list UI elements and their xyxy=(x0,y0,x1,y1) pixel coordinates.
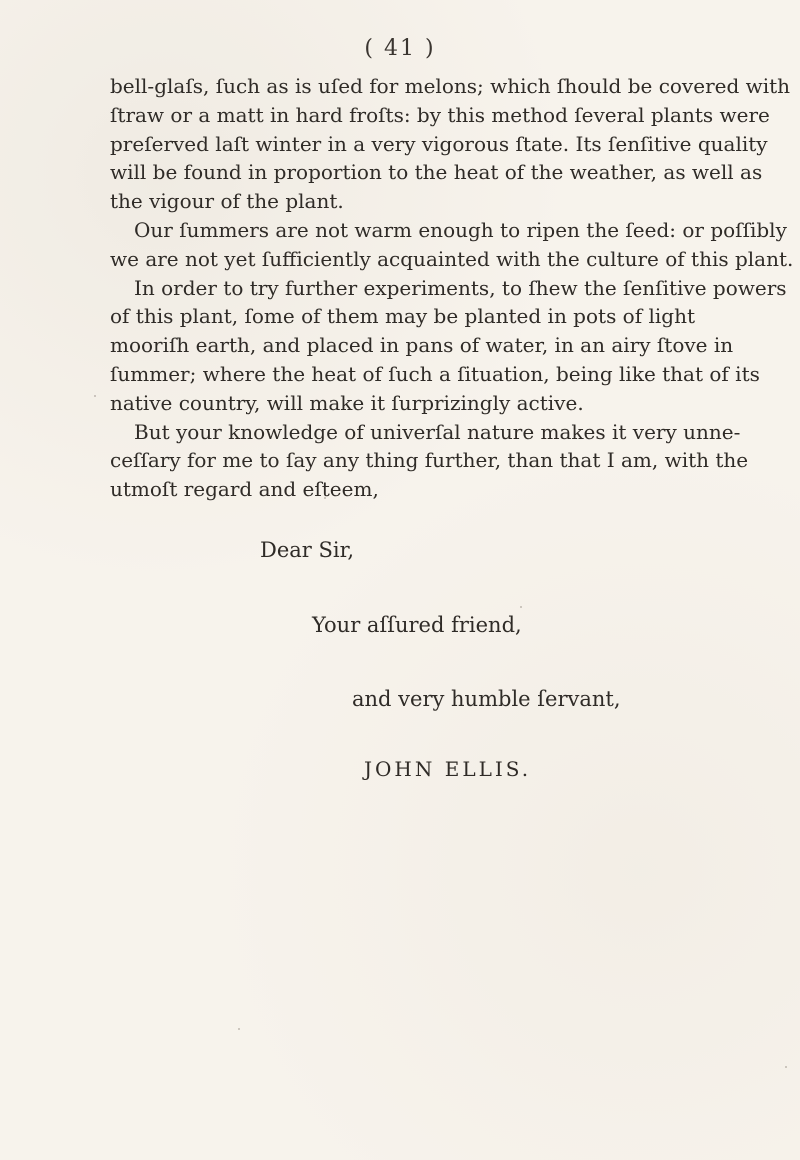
closing-friend: Your aſſured friend, xyxy=(312,613,522,637)
body-line-2: ſtraw or a matt in hard froſts: by this method ſeveral plants were xyxy=(110,102,770,127)
paper-speck xyxy=(238,1028,240,1030)
body-line-12: native country, will make it ſurprizingly active. xyxy=(110,390,584,415)
body-line-15: utmoſt regard and eſteem, xyxy=(110,477,379,502)
body-line-1: bell-glaſs, ſuch as is uſed for melons; which ſhould be covered with xyxy=(110,74,791,98)
signature: JOHN ELLIS. xyxy=(364,757,532,781)
body-line-11: ſummer; where the heat of ſuch a ſituation, being like that of its xyxy=(110,361,760,386)
body-line-5: the vigour of the plant. xyxy=(110,189,344,214)
body-line-13: But your knowledge of univerſal nature makes it very unne- xyxy=(134,419,741,444)
paper-speck xyxy=(520,606,522,608)
paper-speck xyxy=(324,497,326,499)
body-line-8: In order to try further experiments, to ſhew the ſenſitive powers xyxy=(134,275,787,300)
paper-speck xyxy=(94,395,96,397)
body-line-10: mooriſh earth, and placed in pans of water, in an airy ſtove in xyxy=(110,333,734,358)
body-line-9: of this plant, ſome of them may be planted in pots of light xyxy=(110,304,695,329)
page-number: ( 41 ) xyxy=(364,36,436,61)
body-line-7: we are not yet ſufficiently acquainted with the culture of this plant. xyxy=(110,246,794,271)
salutation: Dear Sir, xyxy=(260,538,355,562)
body-line-6: Our ſummers are not warm enough to ripen the ſeed: or poſſibly xyxy=(134,217,787,242)
body-line-4: will be found in proportion to the heat of the weather, as well as xyxy=(110,160,763,185)
letter-body xyxy=(110,72,794,504)
closing-servant: and very humble ſervant, xyxy=(352,687,621,711)
paper-speck xyxy=(785,1066,787,1068)
body-line-14: ceſſary for me to ſay any thing further, than that I am, with the xyxy=(110,448,749,473)
body-line-3: preſerved laſt winter in a very vigorous ſtate. Its ſenſitive quality xyxy=(110,131,768,156)
